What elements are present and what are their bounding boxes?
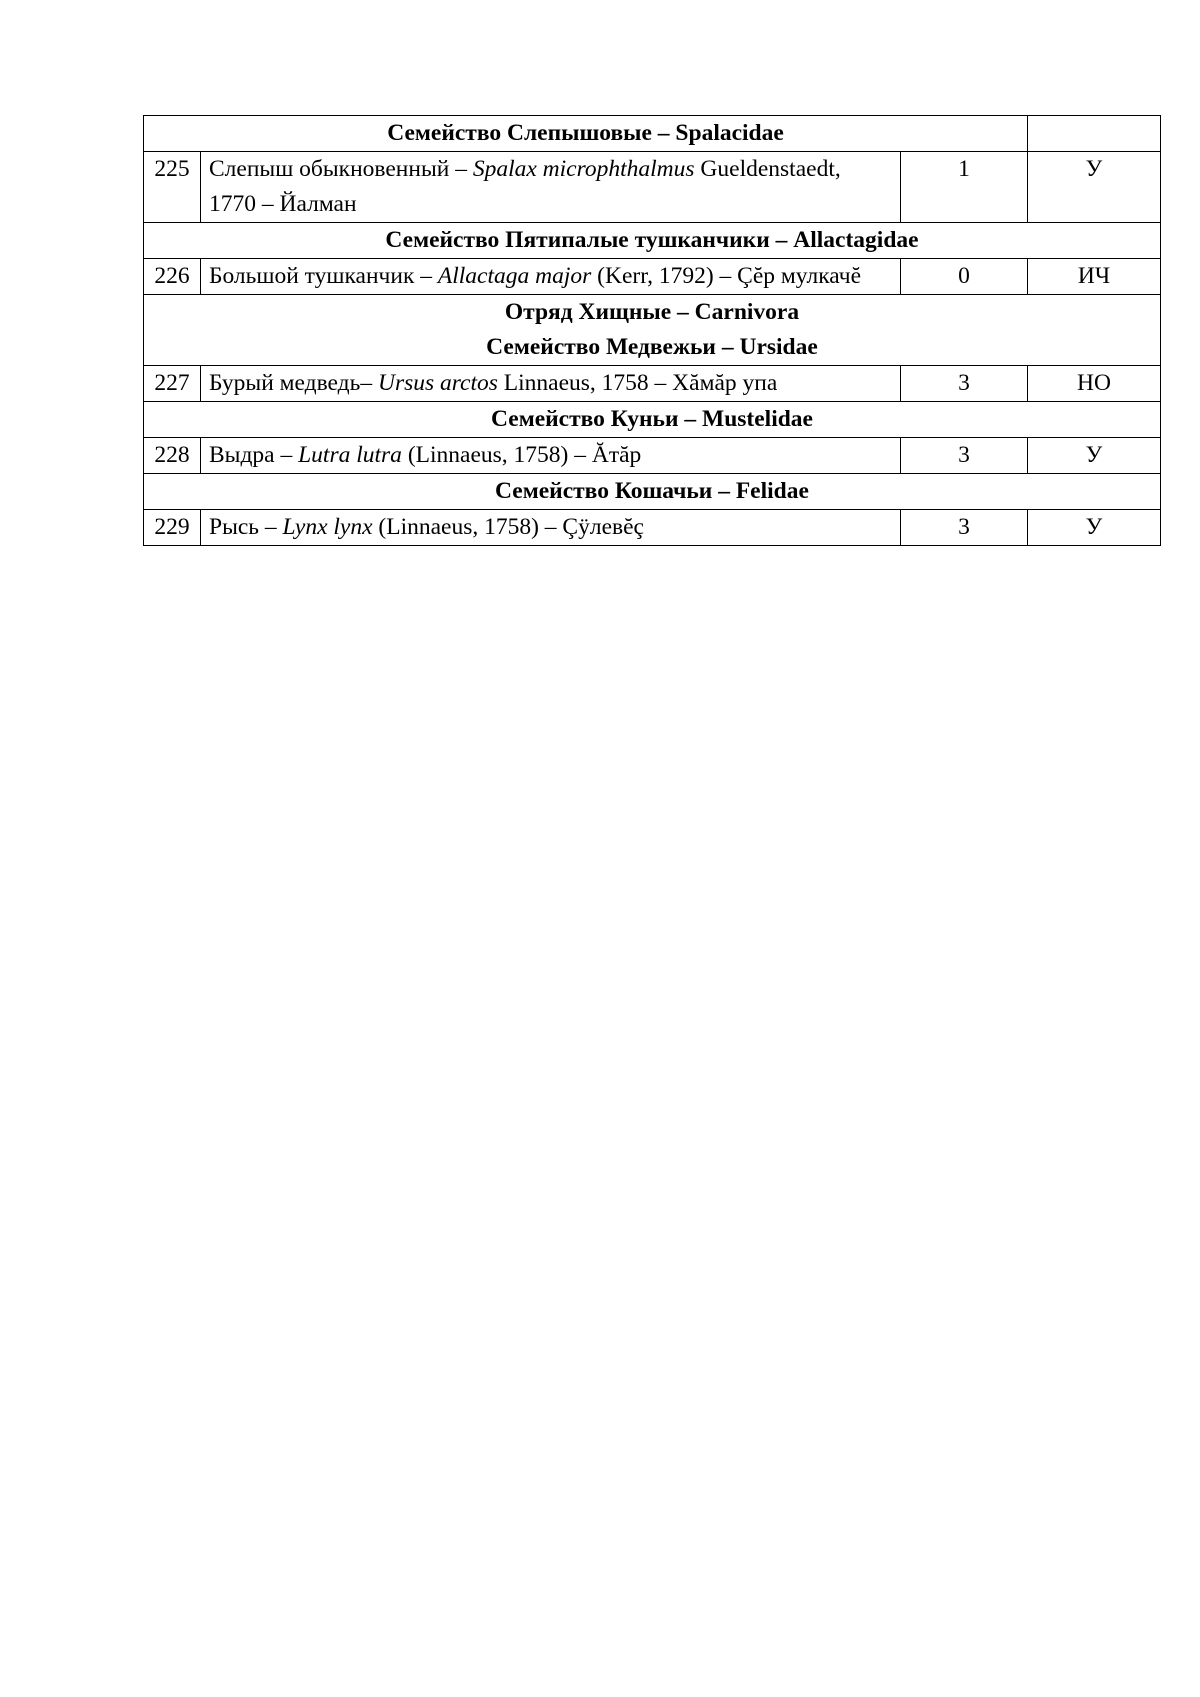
species-name bbox=[201, 510, 901, 546]
species-name bbox=[201, 366, 901, 402]
empty-cell bbox=[1028, 116, 1161, 152]
species-row bbox=[144, 259, 1161, 295]
species-row bbox=[144, 152, 1161, 223]
species-name bbox=[201, 438, 901, 474]
author-local-name: (Linnaeus, 1758) – Ăтăр bbox=[401, 442, 642, 468]
author-local-name: (Linnaeus, 1758) – Çÿлевĕç bbox=[372, 514, 644, 540]
author-local-name: Gueldenstaedt, 1770 – Йалман bbox=[209, 156, 841, 217]
common-name: Слепыш обыкновенный – bbox=[209, 156, 473, 182]
rarity-category: 3 bbox=[901, 510, 1028, 546]
species-number: 227 bbox=[144, 366, 201, 402]
species-row bbox=[144, 438, 1161, 474]
rarity-category: 0 bbox=[901, 259, 1028, 295]
family-title: Семейство Пятипалые тушканчики – Allactagidae bbox=[144, 223, 1161, 259]
family-title: Семейство Медвежьи – Ursidae bbox=[486, 334, 818, 360]
species-number: 229 bbox=[144, 510, 201, 546]
common-name: Большой тушканчик – bbox=[209, 263, 438, 289]
latin-name: Allactaga major bbox=[437, 263, 592, 289]
species-row bbox=[144, 510, 1161, 546]
family-title: Семейство Кошачьи – Felidae bbox=[144, 474, 1161, 510]
family-row bbox=[144, 116, 1161, 152]
family-title: Семейство Куньи – Mustelidae bbox=[144, 402, 1161, 438]
species-name bbox=[201, 259, 901, 295]
rarity-category: 3 bbox=[901, 438, 1028, 474]
species-number: 225 bbox=[144, 152, 201, 223]
latin-name: Spalax microphthalmus bbox=[472, 156, 695, 182]
order-row bbox=[144, 295, 1161, 366]
rarity-category: 1 bbox=[901, 152, 1028, 223]
common-name: Рысь – bbox=[209, 514, 283, 540]
family-row bbox=[144, 474, 1161, 510]
author-local-name: (Kerr, 1792) – Çĕр мулкачĕ bbox=[591, 263, 862, 289]
species-name bbox=[201, 152, 901, 223]
author-local-name: Linnaeus, 1758 – Хăмăр упа bbox=[497, 370, 778, 396]
species-table bbox=[143, 115, 1161, 546]
common-name: Бурый медведь– bbox=[209, 370, 378, 396]
family-title: Семейство Слепышовые – Spalacidae bbox=[144, 116, 1028, 152]
latin-name: Lynx lynx bbox=[282, 514, 373, 540]
latin-name: Ursus arctos bbox=[377, 370, 498, 396]
family-row bbox=[144, 402, 1161, 438]
status-code: У bbox=[1028, 510, 1161, 546]
rarity-category: 3 bbox=[901, 366, 1028, 402]
status-code: У bbox=[1028, 438, 1161, 474]
status-code: ИЧ bbox=[1028, 259, 1161, 295]
status-code: НО bbox=[1028, 366, 1161, 402]
species-number: 228 bbox=[144, 438, 201, 474]
common-name: Выдра – bbox=[209, 442, 299, 468]
species-number: 226 bbox=[144, 259, 201, 295]
species-row bbox=[144, 366, 1161, 402]
latin-name: Lutra lutra bbox=[298, 442, 402, 468]
order-title: Отряд Хищные – Carnivora bbox=[504, 299, 800, 325]
status-code: У bbox=[1028, 152, 1161, 223]
order-heading bbox=[144, 295, 1161, 366]
family-row bbox=[144, 223, 1161, 259]
